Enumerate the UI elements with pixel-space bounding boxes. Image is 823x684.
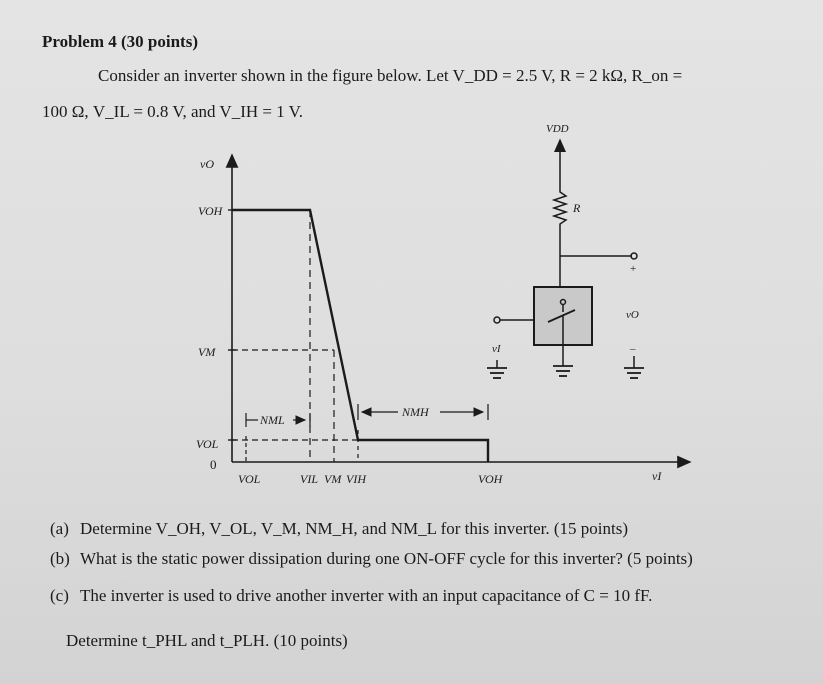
nm-low-label: NML: [260, 413, 285, 427]
question-c-continued: Determine t_PHL and t_PLH. (10 points): [66, 631, 348, 650]
statement-line-2: 100 Ω, V_IL = 0.8 V, and V_IH = 1 V.: [42, 102, 304, 121]
output-label: vO: [626, 309, 639, 321]
x-axis-label: vI: [652, 469, 662, 483]
x-tick-vil: VIL: [300, 472, 318, 486]
x-tick-vm: VM: [324, 472, 342, 486]
question-a: [50, 518, 810, 540]
y-tick-vol: VOL: [196, 437, 219, 451]
question-c-text: The inverter is used to drive another inverter with an input capacitance of C = 10 fF.: [80, 586, 653, 605]
x-tick-vol: VOL: [238, 472, 261, 486]
question-c-label: (c): [50, 586, 69, 605]
statement-line-1: Consider an inverter shown in the figure below. Let V_DD = 2.5 V, R = 2 kΩ, R_on =: [98, 66, 683, 85]
x-tick-vih: VIH: [346, 472, 366, 486]
output-plus: +: [630, 263, 637, 275]
problem-title: Problem 4 (30 points): [42, 32, 198, 51]
input-label: vI: [492, 343, 501, 355]
y-axis-label: vO: [200, 157, 214, 171]
resistor-label: R: [573, 201, 581, 215]
y-tick-zero: 0: [210, 457, 217, 472]
question-b-text: What is the static power dissipation during one ON-OFF cycle for this inverter? (5 points): [80, 549, 693, 568]
question-a-label: (a): [50, 519, 69, 538]
output-minus: –: [630, 343, 636, 355]
y-tick-vm: VM: [198, 345, 216, 359]
question-b: [50, 548, 810, 570]
input-terminal: [494, 317, 500, 323]
y-tick-voh: VOH: [198, 204, 223, 218]
question-c: [50, 585, 810, 607]
question-a-text: Determine V_OH, V_OL, V_M, NM_H, and NM_L for this inverter. (15 points): [80, 519, 629, 538]
vtc-graph: [228, 155, 690, 462]
x-tick-voh: VOH: [478, 472, 503, 486]
vdd-label: VDD: [546, 123, 569, 135]
inverter-circuit: [487, 140, 644, 378]
nm-high-label: NMH: [402, 405, 429, 419]
resistor-symbol: [554, 185, 566, 256]
question-b-label: (b): [50, 549, 70, 568]
